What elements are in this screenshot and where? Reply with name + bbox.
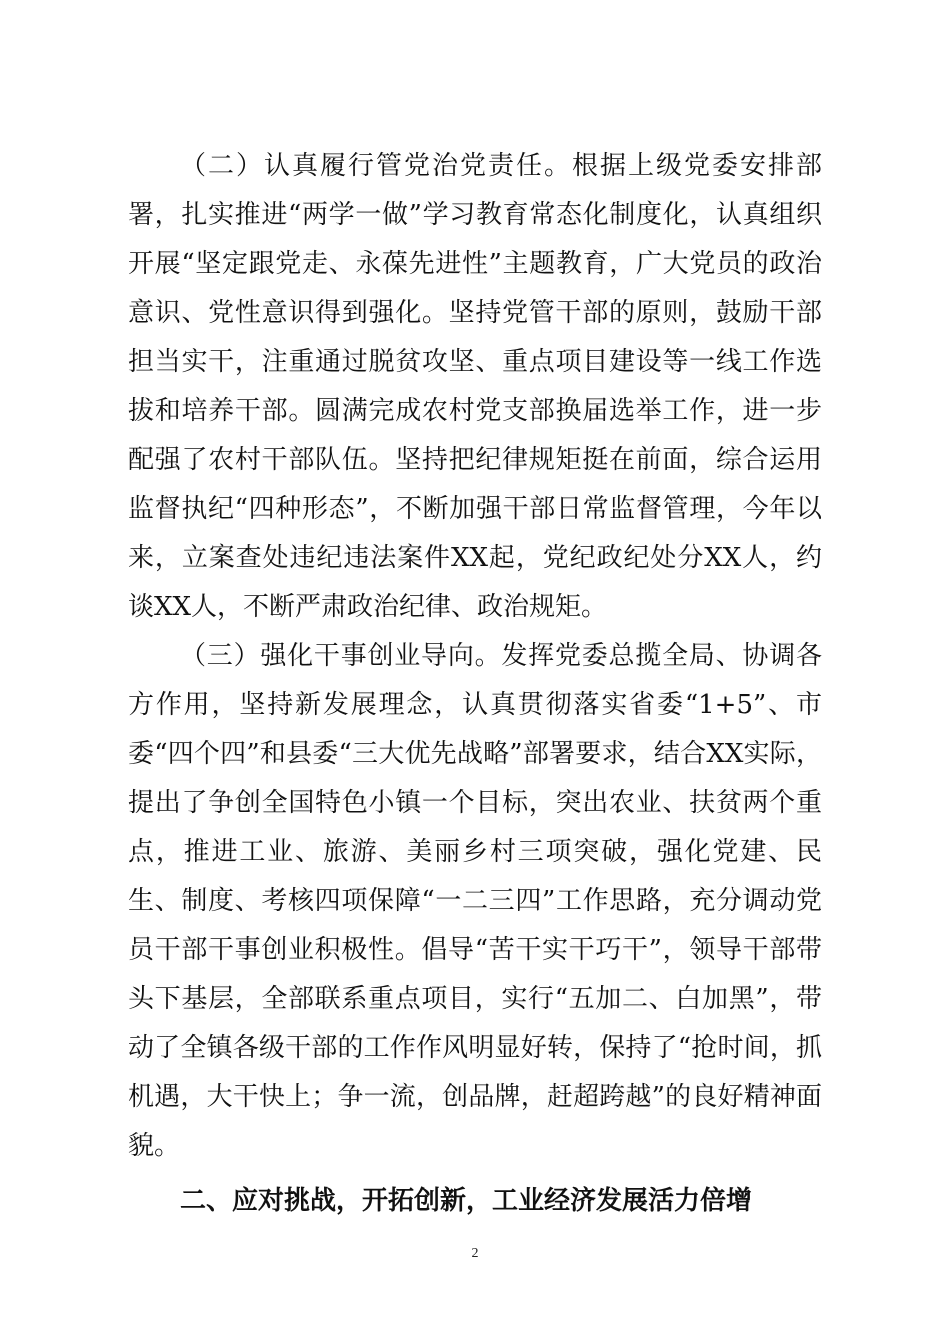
paragraph-party-governance: （二）认真履行管党治党责任。根据上级党委安排部署，扎实推进“两学一做”学习教育常态化制度化，认真组织开展“坚定跟党走、永葆先进性”主题教育，广大党员的政治意识、党性意识得到强化。坚持党管干部的原则，鼓励干部担当实干，注重通过脱贫攻坚、重点项目建设等一线工作选拔和培养干部。圆满完成农村党支部换届选举工作，进一步配强了农村干部队伍。坚持把纪律规矩挺在前面，综合运用监督执纪“四种形态”，不断加强干部日常监督管理，今年以来，立案查处违纪违法案件XX起，党纪政纪处分XX人，约谈XX人，不断严肃政治纪律、政治规矩。 [128, 151, 822, 622]
section-heading: 二、应对挑战，开拓创新，工业经济发展活力倍增 [180, 1186, 753, 1216]
document-body [128, 142, 822, 1226]
page-number: 2 [471, 1246, 479, 1261]
paragraph-entrepreneurship: （三）强化干事创业导向。发挥党委总揽全局、协调各方作用，坚持新发展理念，认真贯彻落实省委“1+5”、市委“四个四”和县委“三大优先战略”部署要求，结合XX实际，提出了争创全国特色小镇一个目标，突出农业、扶贫两个重点，推进工业、旅游、美丽乡村三项突破，强化党建、民生、制度、考核四项保障“一二三四”工作思路，充分调动党员干部干事创业积极性。倡导“苦干实干巧干”，领导干部带头下基层，全部联系重点项目，实行“五加二、白加黑”，带动了全镇各级干部的工作作风明显好转，保持了“抢时间，抓机遇，大干快上；争一流，创品牌，赶超跨越”的良好精神面貌。 [128, 641, 822, 1161]
